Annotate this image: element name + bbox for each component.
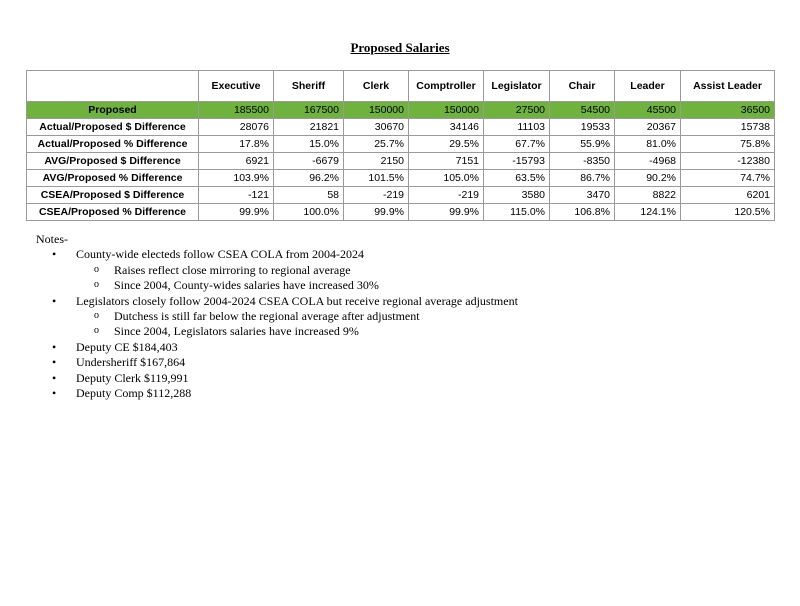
table-cell: 28076 [199, 119, 274, 136]
note-subitem: o Since 2004, County-wides salaries have increased 30% [36, 278, 518, 293]
table-cell: -8350 [550, 153, 615, 170]
table-cell: 103.9% [199, 170, 274, 187]
row-label: AVG/Proposed $ Difference [27, 153, 199, 170]
note-item: • County-wide electeds follow CSEA COLA from 2004-2024 [36, 247, 518, 262]
table-cell: 2150 [344, 153, 409, 170]
row-label: AVG/Proposed % Difference [27, 170, 199, 187]
table-header-row [27, 71, 775, 102]
table-cell: 67.7% [484, 136, 550, 153]
table-cell: 150000 [344, 102, 409, 119]
notes-section [36, 232, 518, 401]
table-cell: 55.9% [550, 136, 615, 153]
table-cell: 99.9% [409, 204, 484, 221]
note-item: • Deputy CE $184,403 [36, 340, 518, 355]
table-cell: 21821 [274, 119, 344, 136]
table-cell: -15793 [484, 153, 550, 170]
note-item: • Undersheriff $167,864 [36, 355, 518, 370]
table-cell: 120.5% [681, 204, 775, 221]
table-cell: 81.0% [615, 136, 681, 153]
table-cell: 106.8% [550, 204, 615, 221]
table-cell: 45500 [615, 102, 681, 119]
column-header: Comptroller [409, 71, 484, 102]
table-cell: 75.8% [681, 136, 775, 153]
table-cell: 20367 [615, 119, 681, 136]
table-cell: 30670 [344, 119, 409, 136]
note-item: • Legislators closely follow 2004-2024 CSEA COLA but receive regional average adjustment [36, 294, 518, 309]
note-item: • Deputy Comp $112,288 [36, 386, 518, 401]
table-cell: 105.0% [409, 170, 484, 187]
table-cell: -121 [199, 187, 274, 204]
table-cell: 185500 [199, 102, 274, 119]
column-header: Clerk [344, 71, 409, 102]
table-cell: 74.7% [681, 170, 775, 187]
table-cell: 7151 [409, 153, 484, 170]
table-cell: 6201 [681, 187, 775, 204]
column-header: Executive [199, 71, 274, 102]
table-row [27, 204, 775, 221]
table-cell: 99.9% [344, 204, 409, 221]
table-cell: -12380 [681, 153, 775, 170]
table-row [27, 187, 775, 204]
table-row [27, 119, 775, 136]
table-row-proposed [27, 102, 775, 119]
table-cell: 100.0% [274, 204, 344, 221]
notes-heading: Notes- [36, 232, 68, 246]
row-label: CSEA/Proposed % Difference [27, 204, 199, 221]
column-header: Leader [615, 71, 681, 102]
table-cell: 96.2% [274, 170, 344, 187]
table-cell: 86.7% [550, 170, 615, 187]
column-header: Chair [550, 71, 615, 102]
table-cell: 54500 [550, 102, 615, 119]
note-subitem: o Since 2004, Legislators salaries have increased 9% [36, 324, 518, 339]
table-cell: 101.5% [344, 170, 409, 187]
table-cell: 36500 [681, 102, 775, 119]
table-cell: 27500 [484, 102, 550, 119]
row-label: Proposed [27, 102, 199, 119]
table-cell: 124.1% [615, 204, 681, 221]
table-cell: 11103 [484, 119, 550, 136]
table-cell: 8822 [615, 187, 681, 204]
table-cell: 3470 [550, 187, 615, 204]
table-cell: 99.9% [199, 204, 274, 221]
corner-cell [27, 71, 199, 102]
table-cell: 115.0% [484, 204, 550, 221]
table-row [27, 153, 775, 170]
table-cell: 150000 [409, 102, 484, 119]
table-row [27, 170, 775, 187]
table-row [27, 136, 775, 153]
table-cell: 15738 [681, 119, 775, 136]
column-header: Legislator [484, 71, 550, 102]
table-cell: 29.5% [409, 136, 484, 153]
table-cell: 34146 [409, 119, 484, 136]
note-subitem: o Raises reflect close mirroring to regional average [36, 263, 518, 278]
table-cell: -219 [344, 187, 409, 204]
note-item: • Deputy Clerk $119,991 [36, 371, 518, 386]
table-cell: 90.2% [615, 170, 681, 187]
table-cell: 19533 [550, 119, 615, 136]
table-cell: 3580 [484, 187, 550, 204]
notes-list [36, 247, 518, 401]
table-cell: -219 [409, 187, 484, 204]
table-cell: -4968 [615, 153, 681, 170]
row-label: CSEA/Proposed $ Difference [27, 187, 199, 204]
column-header: Assist Leader [681, 71, 775, 102]
table-cell: 63.5% [484, 170, 550, 187]
column-header: Sheriff [274, 71, 344, 102]
table-cell: 15.0% [274, 136, 344, 153]
note-subitem: o Dutchess is still far below the regional average after adjustment [36, 309, 518, 324]
table-cell: 17.8% [199, 136, 274, 153]
row-label: Actual/Proposed $ Difference [27, 119, 199, 136]
table-cell: 25.7% [344, 136, 409, 153]
table-cell: -6679 [274, 153, 344, 170]
table-cell: 167500 [274, 102, 344, 119]
page-title: Proposed Salaries [350, 40, 450, 55]
row-label: Actual/Proposed % Difference [27, 136, 199, 153]
table-cell: 6921 [199, 153, 274, 170]
salaries-table [26, 70, 775, 221]
table-cell: 58 [274, 187, 344, 204]
